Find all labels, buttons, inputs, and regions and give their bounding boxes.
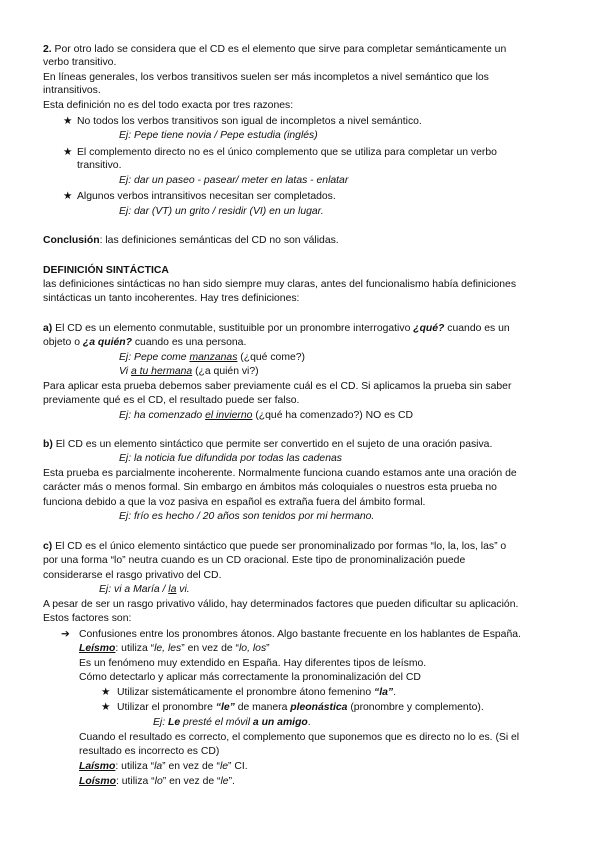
arrow-right-icon: ➔ xyxy=(61,629,70,640)
a-line3: Para aplicar esta prueba debemos saber previamente cuál es el CD. Si aplicamos la prueba sin saber xyxy=(43,381,512,392)
section-heading: DEFINICIÓN SINTÁCTICA xyxy=(43,265,169,276)
detect-line: Cómo detectarlo y aplicar más correctamente la pronominalización del CD xyxy=(79,672,421,683)
a-example-3: Ej: ha comenzado el invierno (¿qué ha comenzado?) NO es CD xyxy=(119,410,414,421)
sub-item-1: Utilizar sistemáticamente el pronombre átono femenino “la”. xyxy=(117,687,396,698)
a-line4: previamente qué es el CD, el resultado puede ser falso. xyxy=(43,395,300,406)
sub-item-2: Utilizar el pronombre “le” de manera pleonástica (pronombre y complemento). xyxy=(117,702,484,713)
leismo-def: Leísmo: utiliza “le, les” en vez de “lo, los” xyxy=(79,643,270,654)
c-line5: Estos factores son: xyxy=(43,613,132,624)
sintactica-line1: las definiciones sintácticas no han sido siempre muy claras, antes del funcionalismo había definiciones xyxy=(43,279,517,290)
c-line2: por una forma “lo” neutra cuando es un CD oracional. Este tipo de pronominalización puede xyxy=(43,555,466,566)
loismo-def: Loísmo: utiliza “lo” en vez de “le”. xyxy=(79,776,235,787)
p2-number: 2. xyxy=(43,44,52,55)
result-line2: resultado es incorrecto es CD) xyxy=(79,746,220,757)
b-line3: carácter más o menos formal. Sin embargo en ámbitos más coloquiales o nuestros esta prueba no xyxy=(43,482,497,493)
a-example-1: Ej: Pepe come manzanas (¿qué come?) xyxy=(119,352,305,363)
b-example-2: Ej: frío es hecho / 20 años son tenidos por mi hermano. xyxy=(119,511,375,522)
p2-line1: 2. Por otro lado se considera que el CD es el elemento que sirve para completar semánticamente un xyxy=(43,44,507,55)
c-line3: considerarse el rasgo privativo del CD. xyxy=(43,570,222,581)
laismo-def: Laísmo: utiliza “la” en vez de “le” CI. xyxy=(79,761,248,772)
sintactica-line2: sintácticas un tanto incoherentes. Hay tres definiciones: xyxy=(43,293,300,304)
reason-2-text2: transitivo. xyxy=(77,160,122,171)
a-example-2: Vi a tu hermana (¿a quién vi?) xyxy=(119,366,259,377)
b-line2: Esta prueba es parcialmente incoherente. Normalmente funciona cuando estamos ante una oración de xyxy=(43,468,517,479)
star-icon: ★ xyxy=(101,702,111,713)
star-icon: ★ xyxy=(63,147,73,158)
p2-line5: Esta definición no es del todo exacta por tres razones: xyxy=(43,100,294,111)
a-line2: objeto o ¿a quién? cuando es una persona. xyxy=(43,337,247,348)
reason-1-example: Ej: Pepe tiene novia / Pepe estudia (inglés) xyxy=(119,130,318,141)
reason-3-text: Algunos verbos intransitivos necesitan ser completados. xyxy=(77,191,336,202)
c-line1: c) El CD es el único elemento sintáctico que puede ser pronominalizado por formas “lo, la, los, las” o xyxy=(43,541,507,552)
p2-line4: intransitivos. xyxy=(43,85,101,96)
reason-1-text: No todos los verbos transitivos son igual de incompletos a nivel semántico. xyxy=(77,116,422,127)
reason-3-example: Ej: dar (VT) un grito / residir (VI) en un lugar. xyxy=(119,206,324,217)
star-icon: ★ xyxy=(101,687,111,698)
leismo-desc: Es un fenómeno muy extendido en España. Hay diferentes tipos de leísmo. xyxy=(79,658,427,669)
reason-2-example: Ej: dar un paseo - pasear/ meter en latas - enlatar xyxy=(119,175,349,186)
sub-example: Ej: Le presté el móvil a un amigo. xyxy=(153,717,311,728)
c-example-1: Ej: vi a María / la vi. xyxy=(99,584,190,595)
a-line1: a) El CD es un elemento conmutable, sustituible por un pronombre interrogativo ¿qué? cuando es un xyxy=(43,323,510,334)
b-line1: b) El CD es un elemento sintáctico que permite ser convertido en el sujeto de una oración pasiva. xyxy=(43,439,493,450)
factor-item-1: Confusiones entre los pronombres átonos. Algo bastante frecuente en los hablantes de España. xyxy=(79,629,521,640)
reason-2-text: El complemento directo no es el único complemento que se utiliza para completar un verbo xyxy=(77,147,497,158)
conclusion: Conclusión: las definiciones semánticas del CD no son válidas. xyxy=(43,235,339,246)
star-icon: ★ xyxy=(63,191,73,202)
b-example-1: Ej: la noticia fue difundida por todas las cadenas xyxy=(119,453,342,464)
p2-line2: verbo transitivo. xyxy=(43,57,117,68)
p2-line3: En líneas generales, los verbos transitivos suelen ser más incompletos a nivel semántico que los xyxy=(43,72,489,83)
b-line4: funciona debido a que la voz pasiva en español es extraña fuera del ámbito formal. xyxy=(43,497,426,508)
c-line4: A pesar de ser un rasgo privativo válido, hay determinados factores que pueden dificultar su aplicación. xyxy=(43,599,519,610)
star-icon: ★ xyxy=(63,116,73,127)
result-line1: Cuando el resultado es correcto, el complemento que suponemos que es directo no lo es. (Si el xyxy=(79,732,520,743)
